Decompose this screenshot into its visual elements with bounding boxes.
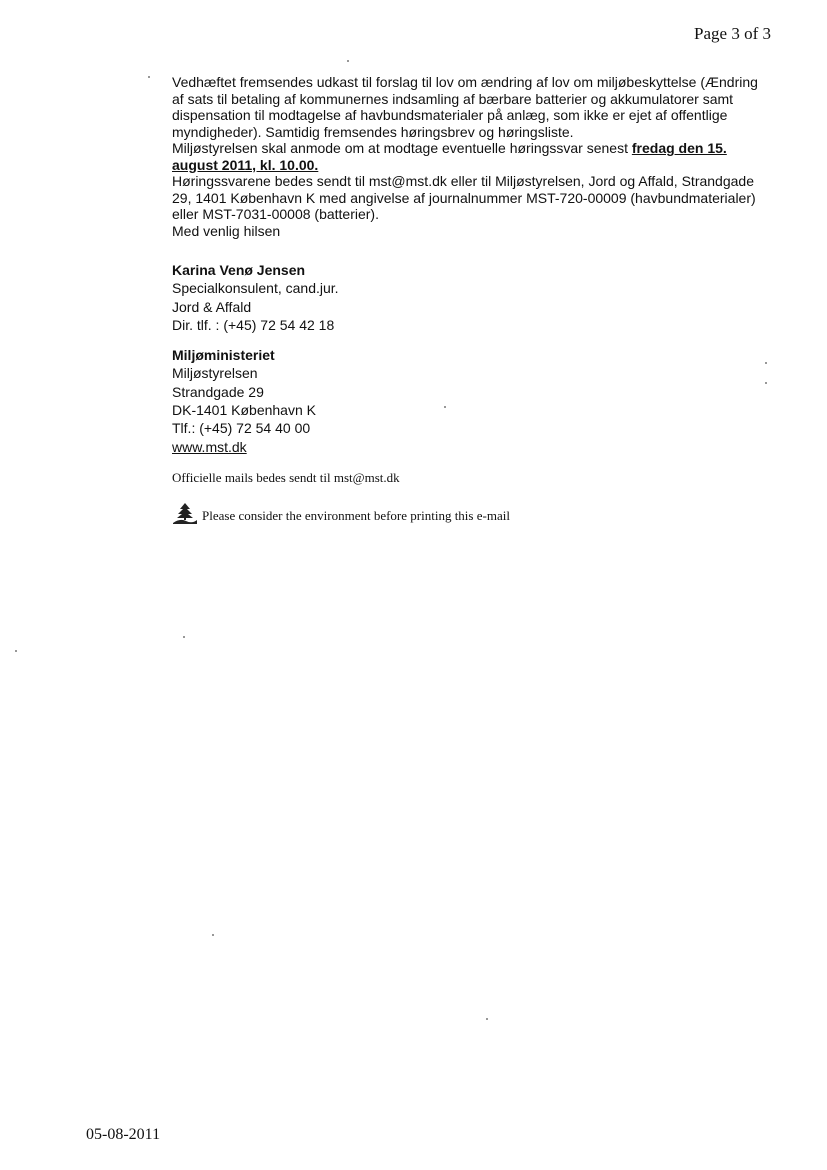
signer-title: Specialkonsulent, cand.jur. [172, 280, 339, 297]
page-number: Page 3 of 3 [694, 24, 771, 43]
signer-name: Karina Venø Jensen [172, 262, 306, 278]
website-link[interactable]: www.mst.dk [172, 438, 247, 455]
scan-speck [183, 636, 185, 638]
org-phone: Tlf.: (+45) 72 54 40 00 [172, 420, 311, 437]
scan-speck [347, 60, 349, 62]
organization-block [172, 346, 762, 456]
scan-speck [148, 76, 150, 78]
scan-speck [15, 650, 17, 652]
signature-block [172, 261, 762, 334]
scan-speck [212, 934, 214, 936]
tree-icon [172, 502, 198, 524]
deadline-text: Miljøstyrelsen skal anmode om at modtage eventuelle høringssvar senest [172, 140, 632, 156]
footer-date: 05-08-2011 [86, 1126, 161, 1143]
signer-phone: Dir. tlf. : (+45) 72 54 42 18 [172, 316, 335, 333]
scan-speck [486, 1018, 488, 1020]
greeting: Med venlig hilsen [172, 222, 281, 239]
scan-speck [765, 382, 767, 384]
scan-speck [765, 362, 767, 364]
city-address: DK-1401 København K [172, 402, 316, 419]
official-mails-note: Officielle mails bedes sendt til mst@mst.dk [172, 469, 400, 485]
agency-name: Miljøstyrelsen [172, 365, 258, 382]
submission-paragraph: Høringssvarene bedes sendt til mst@mst.dk eller til Miljøstyrelsen, Jord og Affald, Strandgade 29, 1401 København K med angivelse af journalnummer MST-720-00009 (havbundmaterialer) eller MST-7031-00008 (batterier). [172, 173, 756, 222]
letter-body [172, 74, 762, 524]
deadline-date: fredag den 15. august 2011, kl. 10.00. [172, 140, 727, 173]
street-address: Strandgade 29 [172, 383, 264, 400]
eco-message: Please consider the environment before printing this e-mail [202, 507, 510, 523]
ministry-name: Miljøministeriet [172, 347, 275, 364]
signer-department: Jord & Affald [172, 298, 252, 315]
scan-speck [444, 406, 446, 408]
deadline-paragraph [172, 140, 762, 173]
eco-note [172, 502, 762, 524]
intro-paragraph: Vedhæftet fremsendes udkast til forslag til lov om ændring af lov om miljøbeskyttelse (Ændring af sats til betaling af kommunernes indsamling af bærbare batterier og akkumulatorer samt dispensation til modtagelse af havbundsmaterialer på anlæg, som ikke er ejet af offentlige myndigheder). Samtidig fremsendes høringsbrev og høringsliste. [172, 74, 758, 140]
